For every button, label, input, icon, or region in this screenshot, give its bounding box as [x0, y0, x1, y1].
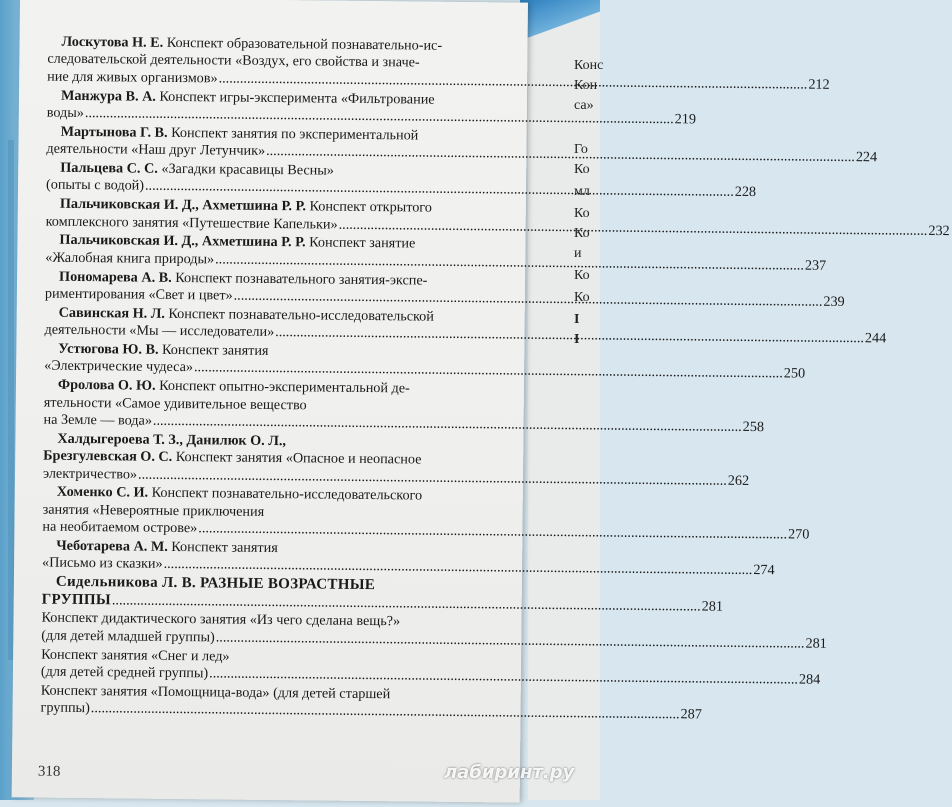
toc-title: (опыты с водой)	[45, 177, 145, 195]
toc-title: электричество»	[42, 465, 138, 483]
page-ref: 270	[787, 526, 810, 543]
right-page-line: Конс	[574, 58, 604, 73]
toc-title: Конспект занятия по экспериментальной	[167, 124, 419, 144]
right-page-line: и	[574, 246, 582, 261]
toc-title: Конспект занятия	[167, 538, 278, 557]
toc-author: Устюгова Ю. В.	[58, 340, 159, 358]
toc-author: Пономарева А. В.	[59, 268, 172, 286]
toc-sub-entry	[40, 682, 702, 723]
toc-entry	[45, 232, 827, 274]
page-ref: 232	[928, 222, 950, 239]
toc-entry	[44, 268, 845, 311]
toc-entry	[44, 340, 806, 383]
page-ref: 212	[808, 76, 830, 93]
toc-title: Конспект познавательно-исследовательского	[148, 485, 423, 505]
toc-title: «Письмо из сказки»	[42, 555, 163, 573]
page-ref: 224	[855, 149, 878, 166]
right-page-line: Ко	[574, 268, 590, 283]
page-ref: 219	[674, 111, 697, 128]
page-ref: 237	[804, 257, 827, 274]
toc-author: Фролова О. Ю.	[57, 376, 156, 395]
toc-title: (для детей средней группы)	[40, 663, 209, 682]
toc-author: Манжура В. А.	[60, 87, 156, 105]
toc-title: Конспект занятия	[158, 341, 269, 359]
toc-sub-entry	[41, 610, 827, 652]
page-ref: 244	[864, 330, 887, 347]
right-page-line: мл	[574, 184, 590, 199]
toc-title: Конспект занятие	[305, 234, 416, 252]
toc-entry	[44, 304, 887, 347]
page-ref: 274	[753, 562, 775, 579]
toc-section	[41, 574, 724, 615]
toc-title: Конспект занятия «Опасное и неопасное	[172, 449, 422, 468]
toc-entry	[42, 484, 810, 543]
page-ref: 281	[701, 598, 724, 615]
section-heading: Сидельникова Л. В. РАЗНЫЕ ВОЗРАСТНЫЕ	[55, 574, 376, 594]
page-number: 318	[37, 763, 61, 780]
toc-title: (для детей младшей группы)	[41, 627, 215, 646]
toc-line: следовательской деятельности «Воздух, его свойства и значе-	[47, 51, 420, 71]
right-page-line: Ко	[574, 162, 590, 177]
toc-title: «Электрические чудеса»	[44, 358, 194, 376]
page-ref: 287	[680, 706, 702, 723]
toc-author: Чеботарева А. М.	[56, 537, 168, 555]
toc-line: Конспект занятия «Помощница-вода» (для детей старшей	[40, 682, 391, 703]
toc-title: на необитаемом острове»	[42, 518, 198, 537]
toc-author: Мартынова Г. В.	[60, 123, 168, 141]
right-page-line: Ко	[574, 290, 590, 305]
toc-author: Лоскутова Н. Е.	[61, 33, 164, 51]
toc-line: Конспект занятия «Снег и лед»	[41, 646, 230, 665]
book-corner-decoration	[520, 0, 600, 38]
toc-title: Конспект открытого	[305, 198, 432, 216]
toc-line	[40, 699, 702, 723]
right-page-line: I	[574, 312, 580, 327]
toc-entry	[42, 537, 775, 579]
toc-title: Конспект познавательного занятия-экспе-	[171, 269, 428, 289]
toc-line: Конспект дидактического занятия «Из чего сделана вещь?»	[41, 610, 401, 630]
toc-author: Пальчиковская И. Д., Ахметшина Р. Р.	[59, 232, 306, 251]
toc-title: деятельности «Мы — исследователи»	[44, 321, 275, 341]
toc-title: риментирования «Свет и цвет»	[44, 285, 233, 304]
toc-author: Халдыгероева Т. З., Данилюк О. Л.,	[57, 430, 287, 449]
toc-title: комплексного занятия «Путешествие Капельки»	[45, 213, 338, 233]
right-page-line: I	[574, 332, 580, 347]
page-ref: 258	[742, 418, 765, 436]
toc-entry	[47, 33, 830, 93]
toc-sub-entry	[40, 646, 821, 688]
right-page-line: са»	[574, 98, 594, 113]
page-ref: 239	[823, 293, 845, 311]
toc-title: деятельности «Наш друг Летунчик»	[46, 140, 266, 160]
page-ref: 262	[727, 472, 750, 489]
toc-author: Пальчиковская И. Д., Ахметшина Р. Р.	[59, 195, 307, 215]
table-of-contents	[40, 33, 950, 724]
toc-author: Пальцева С. С.	[60, 159, 158, 177]
page-ref: 281	[805, 635, 827, 652]
toc-author: Брезгулевская О. С.	[43, 447, 173, 466]
toc-title: «Жалобная книга природы»	[45, 249, 215, 268]
toc-entry	[45, 195, 950, 239]
toc-title: ние для живых организмов»	[47, 68, 218, 87]
section-heading: ГРУППЫ	[41, 591, 112, 608]
book-page	[12, 0, 950, 803]
toc-line: занятия «Невероятные приключения	[42, 501, 265, 520]
toc-entry	[42, 430, 750, 489]
page-ref: 228	[734, 184, 757, 201]
right-page-line: Ко	[574, 206, 590, 221]
toc-title: группы)	[40, 699, 90, 717]
toc-entry	[43, 376, 765, 436]
toc-line: ятельности «Самое удивительное вещество	[43, 394, 307, 414]
page-ref: 284	[798, 671, 821, 688]
right-page-line: Кон	[574, 78, 598, 93]
toc-title: «Загадки красавицы Весны»	[157, 160, 334, 179]
toc-title: Конспект игры-эксперимента «Фильтрование	[155, 88, 435, 108]
page-ref: 250	[783, 365, 806, 383]
right-page-line: Ко	[574, 226, 590, 241]
toc-author: Савинская Н. Л.	[58, 304, 165, 322]
toc-title: Конспект опытно-экспериментальной де-	[155, 378, 410, 397]
toc-title: Конспект познавательно-исследовательской	[164, 305, 434, 325]
labirint-watermark: лабиринт.ру	[444, 762, 575, 783]
toc-author: Хоменко С. И.	[56, 484, 149, 502]
toc-title: Конспект образовательной познавательно-ис-	[163, 34, 443, 54]
right-page-line: Го	[574, 142, 588, 157]
toc-title: на Земле — вода»	[43, 411, 153, 429]
toc-title: воды»	[46, 104, 85, 122]
